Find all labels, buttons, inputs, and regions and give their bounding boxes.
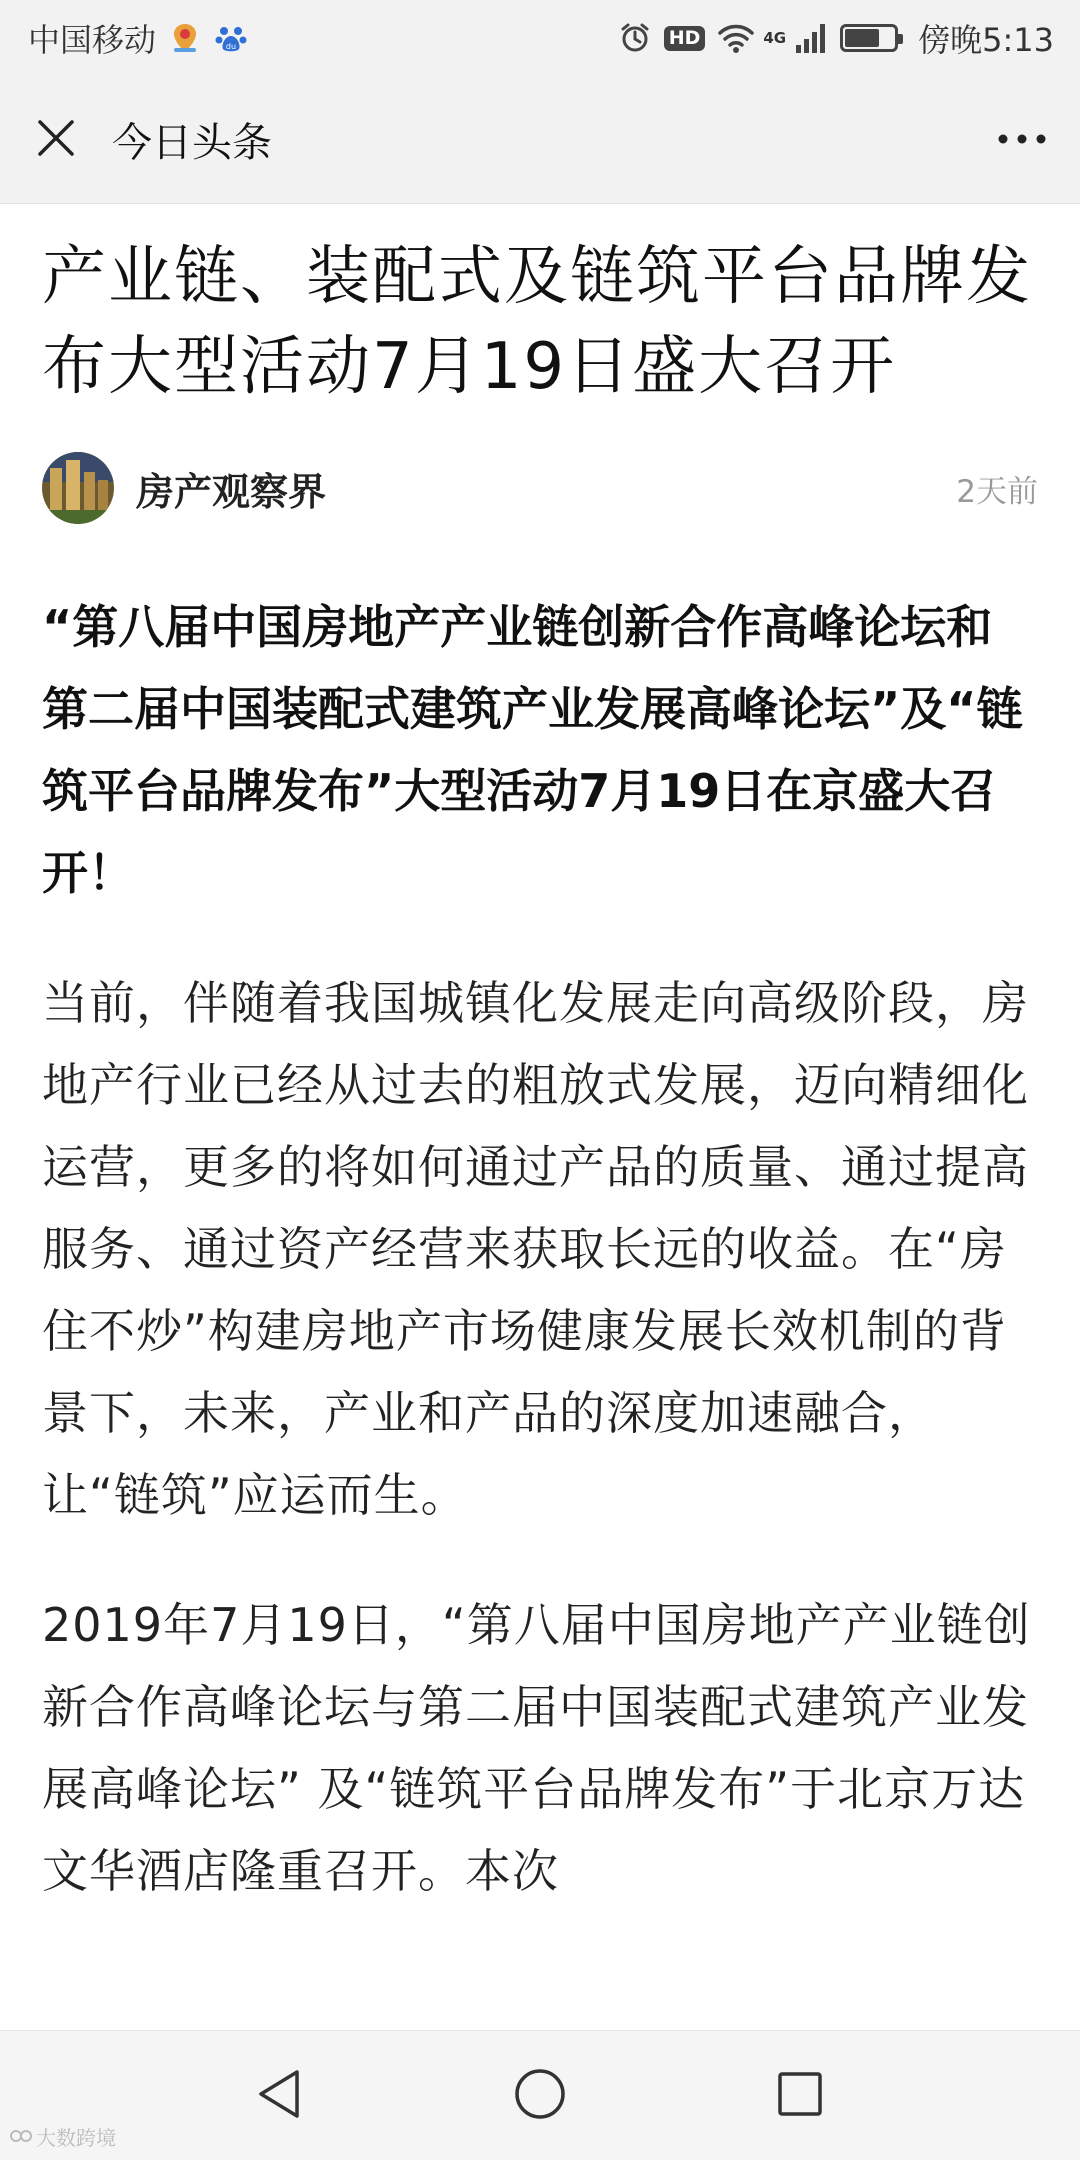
article-headline: 产业链、装配式及链筑平台品牌发布大型活动7月19日盛大召开 bbox=[42, 240, 1032, 404]
article-lead: “第八届中国房地产产业链创新合作高峰论坛和第二届中国装配式建筑产业发展高峰论坛”及“链筑平台品牌发布”大型活动7月19日在京盛大召开！ bbox=[42, 600, 1023, 900]
svg-text:du: du bbox=[225, 42, 237, 51]
status-left bbox=[28, 15, 248, 61]
post-time: 2天前 bbox=[956, 473, 1038, 510]
status-bar bbox=[0, 0, 1080, 76]
back-icon bbox=[255, 2068, 305, 2124]
navigation-bar bbox=[0, 2030, 1080, 2160]
location-app-icon bbox=[168, 21, 202, 55]
title-bar bbox=[0, 76, 1080, 204]
battery-level bbox=[845, 29, 879, 47]
close-button[interactable] bbox=[30, 114, 82, 166]
battery-icon bbox=[840, 24, 898, 52]
more-icon bbox=[997, 130, 1047, 149]
article[interactable] bbox=[0, 204, 1080, 2030]
carrier-name: 中国移动 bbox=[28, 21, 157, 59]
article-paragraph: 当前，伴随着我国城镇化发展走向高级阶段，房地产行业已经从过去的粗放式发展，迈向精细化运营，更多的将如何通过产品的质量、通过提高服务、通过资产经营来获取长远的收益。在“房住不炒”构建房地产市场健康发展长效机制的背景下，未来，产业和产品的深度加速融合，让“链筑”应运而生。 bbox=[42, 976, 1029, 1522]
watermark bbox=[10, 2122, 116, 2151]
page-title: 今日头条 bbox=[112, 120, 272, 166]
back-button[interactable] bbox=[235, 2051, 325, 2141]
close-icon bbox=[36, 118, 76, 162]
author-row bbox=[42, 450, 1038, 526]
watermark-logo-icon bbox=[10, 2125, 32, 2149]
home-icon bbox=[513, 2067, 567, 2125]
recents-button[interactable] bbox=[755, 2051, 845, 2141]
status-time: 傍晚5:13 bbox=[918, 21, 1054, 59]
alarm-icon bbox=[618, 21, 652, 55]
baidu-app-icon bbox=[214, 21, 248, 55]
network-type-label: 4G bbox=[763, 29, 787, 47]
signal-icon bbox=[794, 21, 828, 55]
author-name[interactable]: 房产观察界 bbox=[136, 469, 327, 514]
author-avatar[interactable] bbox=[42, 452, 114, 524]
recents-icon bbox=[776, 2070, 824, 2122]
article-paragraph: 2019年7月19日，“第八届中国房地产产业链创新合作高峰论坛与第二届中国装配式建筑产业发展高峰论坛” 及“链筑平台品牌发布”于北京万达文华酒店隆重召开。本次 bbox=[42, 1598, 1031, 1898]
watermark-text: 大数跨境 bbox=[36, 2126, 116, 2150]
more-button[interactable] bbox=[992, 114, 1052, 166]
wifi-icon bbox=[717, 21, 751, 55]
hd-icon: HD bbox=[664, 26, 706, 51]
status-right bbox=[618, 15, 1054, 61]
home-button[interactable] bbox=[495, 2051, 585, 2141]
